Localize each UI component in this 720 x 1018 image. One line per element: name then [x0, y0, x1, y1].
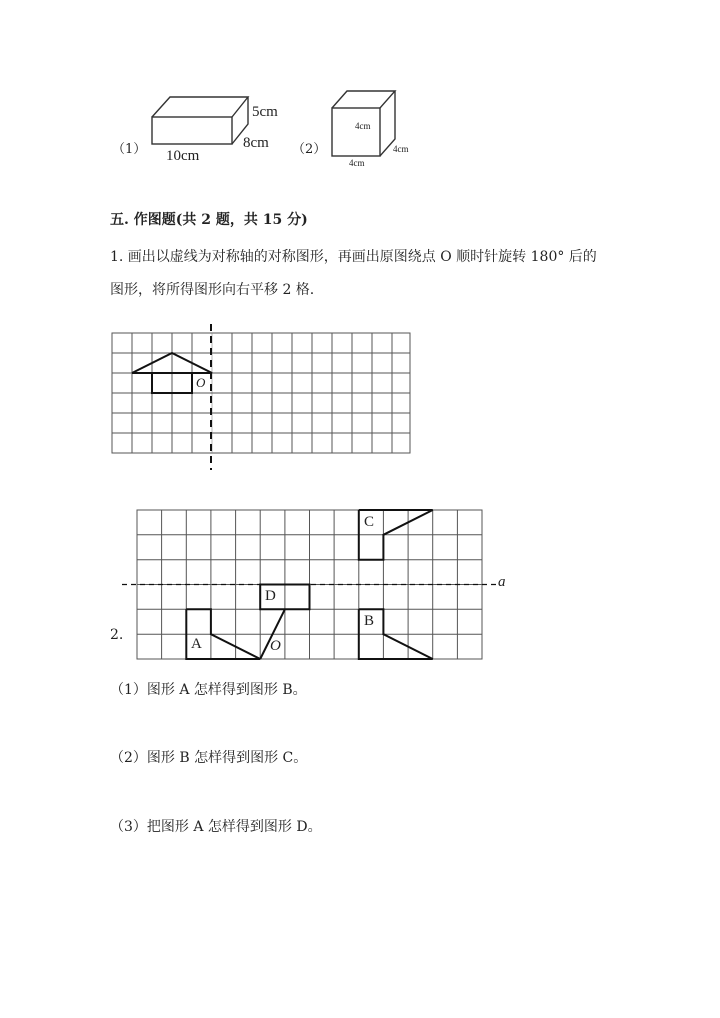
- q2-label-o: O: [270, 638, 281, 654]
- fig2-front-label: 4cm: [355, 121, 371, 131]
- q1-text-line1: 1. 画出以虚线为对称轴的对称图形，再画出原图绕点 O 顺时针旋转 180° 后的: [110, 249, 597, 265]
- section-title: 五. 作图题(共 2 题，共 15 分): [110, 212, 308, 228]
- q1-point-o: O: [196, 375, 206, 390]
- fig2-bottom-label: 4cm: [349, 158, 365, 168]
- q2-number: 2.: [110, 627, 124, 643]
- fig1-height-label: 5cm: [252, 104, 278, 120]
- q2-sub3: （3）把图形 A 怎样得到图形 D。: [110, 819, 322, 835]
- q2-label-a: A: [191, 636, 202, 652]
- fig1-width-label: 8cm: [243, 135, 269, 151]
- fig1-length-label: 10cm: [166, 148, 200, 164]
- q2-label-c: C: [364, 514, 375, 530]
- q1-text-line2: 图形，将所得图形向右平移 2 格.: [110, 282, 315, 298]
- q2-label-b: B: [364, 613, 375, 629]
- q2-label-axis-a: a: [498, 574, 506, 590]
- fig2-side-label: 4cm: [393, 144, 409, 154]
- q2-sub2: （2）图形 B 怎样得到图形 C。: [110, 750, 308, 766]
- fig2-label: （2）: [292, 142, 327, 157]
- q2-sub1: （1）图形 A 怎样得到图形 B。: [110, 682, 307, 698]
- fig1-label: （1）: [112, 142, 147, 157]
- q2-label-d: D: [265, 588, 276, 604]
